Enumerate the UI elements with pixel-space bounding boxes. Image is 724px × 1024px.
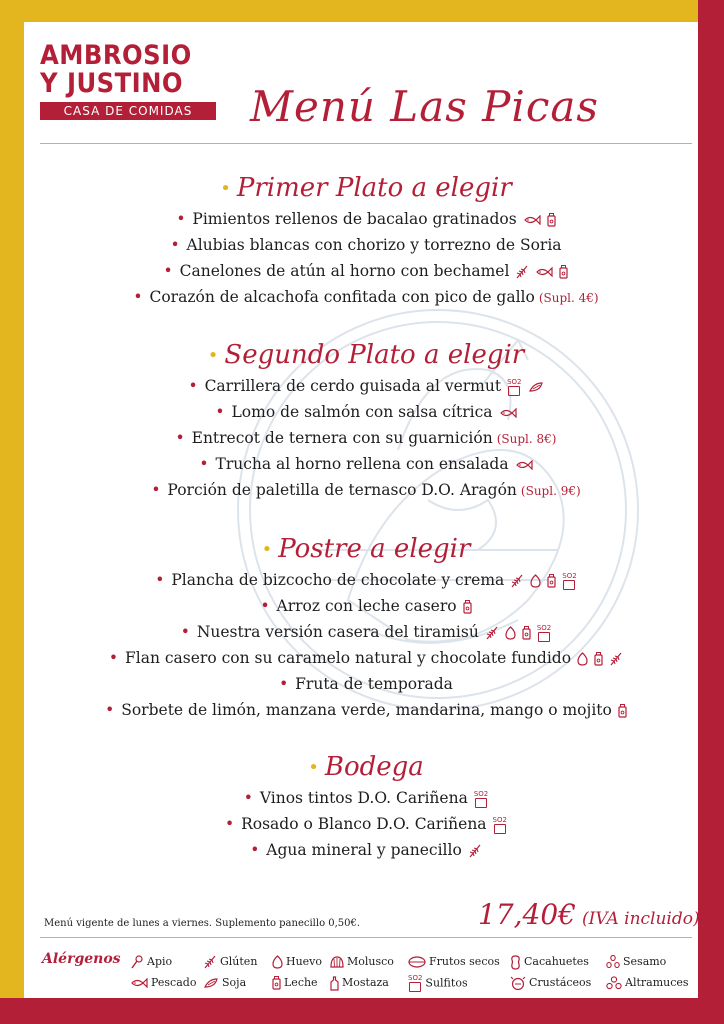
allergen-legend-label: Crustáceos [529, 976, 592, 989]
brand-tagline: CASA DE COMIDAS [40, 102, 216, 120]
brand-name-line1: AMBROSIO [40, 40, 192, 71]
sulphites-icon: SO2 [507, 379, 521, 396]
allergens-legend-title: Alérgenos [42, 951, 121, 967]
fish-icon [499, 408, 517, 418]
menu-item-name: Pimientos rellenos de bacalao gratinados [192, 210, 517, 228]
brand-name-line2: Y JUSTINO [40, 68, 184, 99]
section-primer-plato [40, 170, 692, 310]
section-heading: • Segundo Plato a elegir [207, 340, 525, 370]
milk-icon [522, 626, 531, 640]
section-segundo-plato [40, 337, 692, 503]
allergen-legend-item [330, 975, 389, 991]
egg-icon [505, 626, 516, 640]
sulphites-icon: SO2 [493, 817, 507, 834]
title-divider [40, 143, 692, 144]
allergen-legend-label: Sesamo [623, 955, 667, 968]
milk-icon [272, 976, 281, 990]
menu-item-name: Porción de paletilla de ternasco D.O. Aragón [167, 481, 517, 499]
allergen-legend-item [408, 975, 468, 991]
menu-item-name: Nuestra versión casera del tiramisú [196, 623, 479, 641]
section-heading: • Bodega [308, 752, 424, 782]
menu-item-name: Corazón de alcachofa confitada con pico de gallo [149, 288, 535, 306]
fish-icon [515, 460, 533, 470]
celery-icon [130, 955, 144, 969]
allergen-legend-label: Soja [222, 976, 247, 989]
price-tax-note: (IVA incluido) [581, 909, 700, 929]
fish-icon [130, 978, 148, 988]
menu-item-name: Entrecot de ternera con su guarnición [191, 429, 493, 447]
allergen-legend-item [130, 975, 196, 991]
menu-title: Menú Las Picas [250, 82, 599, 131]
soy-icon [203, 977, 219, 989]
menu-item-supplement: (Supl. 9€) [520, 484, 581, 498]
gold-frame-left [0, 0, 24, 1024]
allergen-legend-label: Mostaza [342, 976, 389, 989]
fish-icon [523, 215, 541, 225]
allergen-legend-label: Apio [147, 955, 173, 968]
menu-item-name: Trucha al horno rellena con ensalada [215, 455, 509, 473]
allergen-legend-item [272, 975, 318, 991]
price-value: 17,40€ [478, 898, 576, 931]
soy-icon [528, 381, 544, 393]
allergen-legend-item [510, 954, 589, 970]
allergen-legend-item [203, 954, 257, 970]
sesame-icon [606, 955, 620, 969]
red-frame-right [698, 0, 724, 1024]
allergen-legend-item [408, 954, 500, 970]
menu-item-name: Sorbete de limón, manzana verde, mandarina, mango o mojito [121, 701, 612, 719]
menu-item: • Carrillera de cerdo guisada al vermut SO2 [40, 373, 692, 399]
menu-item-name: Rosado o Blanco D.O. Cariñena [241, 815, 487, 833]
dish-list [40, 206, 692, 310]
gluten-icon [609, 652, 623, 666]
menu-item: • Sorbete de limón, manzana verde, mandarina, mango o mojito [40, 697, 692, 723]
drink-list [40, 785, 692, 863]
dish-list [40, 567, 692, 723]
fish-icon [535, 267, 553, 277]
milk-icon [463, 600, 472, 614]
menu-item: • Plancha de bizcocho de chocolate y crema SO2 [155, 571, 577, 589]
allergen-legend-item [330, 954, 394, 970]
menu-item: • Porción de paletilla de ternasco D.O. Aragón (Supl. 9€) [151, 481, 581, 499]
gluten-icon [203, 955, 217, 969]
gluten-icon [468, 844, 482, 858]
allergen-legend-label: Cacahuetes [524, 955, 589, 968]
section-heading: • Postre a elegir [261, 534, 471, 564]
egg-icon [577, 652, 588, 666]
peanut-icon [510, 955, 521, 970]
menu-item-name: Arroz con leche casero [276, 597, 457, 615]
allergen-legend-item [272, 954, 322, 970]
menu-item: • Nuestra versión casera del tiramisú SO2 [180, 623, 552, 641]
allergen-legend-label: Leche [284, 976, 318, 989]
allergen-legend-label: Huevo [286, 955, 323, 968]
menu-item-name: Plancha de bizcocho de chocolate y crema [171, 571, 505, 589]
sulphites-icon: SO2 [408, 975, 422, 992]
menu-item-name: Agua mineral y panecillo [266, 841, 462, 859]
milk-icon [618, 704, 627, 718]
mustard-icon [330, 976, 339, 991]
menu-item-name: Vinos tintos D.O. Cariñena [259, 789, 468, 807]
menu-item: • Trucha al horno rellena con ensalada [40, 451, 692, 477]
gluten-icon [485, 626, 499, 640]
section-postre [40, 531, 692, 723]
red-frame-bottom [0, 998, 724, 1024]
milk-icon [594, 652, 603, 666]
menu-item-name: Alubias blancas con chorizo y torrezno de Soria [186, 236, 562, 254]
allergen-legend-label: Pescado [151, 976, 197, 989]
menu-item-name: Carrillera de cerdo guisada al vermut [204, 377, 502, 395]
milk-icon [547, 213, 556, 227]
gluten-icon [510, 574, 524, 588]
allergen-legend-item [130, 954, 172, 970]
egg-icon [272, 955, 283, 969]
menu-item: • Entrecot de ternera con su guarnición (Supl. 8€) [175, 429, 557, 447]
allergen-legend-label: Sulfitos [425, 976, 468, 990]
footer-divider [40, 937, 692, 938]
allergen-legend-item [510, 975, 591, 991]
menu-item: • Pimientos rellenos de bacalao gratinados [40, 206, 692, 232]
sulphites-icon: SO2 [537, 625, 551, 642]
menu-item-supplement: (Supl. 8€) [496, 432, 557, 446]
lupin-icon [606, 976, 622, 990]
menu-validity-note: Menú vigente de lunes a viernes. Suplemento panecillo 0,50€. [44, 918, 361, 929]
menu-item: • Vinos tintos D.O. Cariñena SO2 [243, 789, 489, 807]
section-heading: • Primer Plato a elegir [220, 173, 512, 203]
allergen-legend-item [606, 954, 666, 970]
menu-item-supplement: (Supl. 4€) [538, 291, 599, 305]
menu-item: • Fruta de temporada [279, 675, 453, 693]
egg-icon [530, 574, 541, 588]
brand-logo [40, 42, 214, 120]
gold-frame-top [0, 0, 698, 22]
crustacean-icon [510, 976, 526, 990]
menu-item: • Corazón de alcachofa confitada con pico de gallo (Supl. 4€) [133, 288, 599, 306]
menu-item: • Arroz con leche casero [40, 593, 692, 619]
sulphites-icon: SO2 [562, 573, 576, 590]
menu-item: • Flan casero con su caramelo natural y chocolate fundido [40, 645, 692, 671]
menu-item-name: Lomo de salmón con salsa cítrica [231, 403, 493, 421]
menu-item-name: Flan casero con su caramelo natural y chocolate fundido [125, 649, 572, 667]
menu-item: • Canelones de atún al horno con bechamel [40, 258, 692, 284]
section-bodega [40, 749, 692, 863]
dish-list [40, 373, 692, 503]
allergen-legend-label: Molusco [347, 955, 394, 968]
menu-item: • Rosado o Blanco D.O. Cariñena SO2 [225, 815, 507, 833]
gluten-icon [515, 265, 529, 279]
menu-price [478, 898, 700, 931]
menu-item-name: Fruta de temporada [295, 675, 453, 693]
allergen-legend-label: Altramuces [625, 976, 689, 989]
menu-item-name: Canelones de atún al horno con bechamel [179, 262, 510, 280]
allergen-legend-item [203, 975, 246, 991]
allergen-legend-label: Glúten [220, 955, 258, 968]
menu-item: • Alubias blancas con chorizo y torrezno de Soria [170, 236, 562, 254]
menu-item: • Lomo de salmón con salsa cítrica [40, 399, 692, 425]
milk-icon [547, 574, 556, 588]
menu-item: • Agua mineral y panecillo [40, 837, 692, 863]
allergen-legend-item [606, 975, 689, 991]
nuts-icon [408, 956, 426, 968]
milk-icon [559, 265, 568, 279]
mollusc-icon [330, 956, 344, 969]
sulphites-icon: SO2 [474, 791, 488, 808]
allergen-legend-label: Frutos secos [429, 955, 500, 968]
